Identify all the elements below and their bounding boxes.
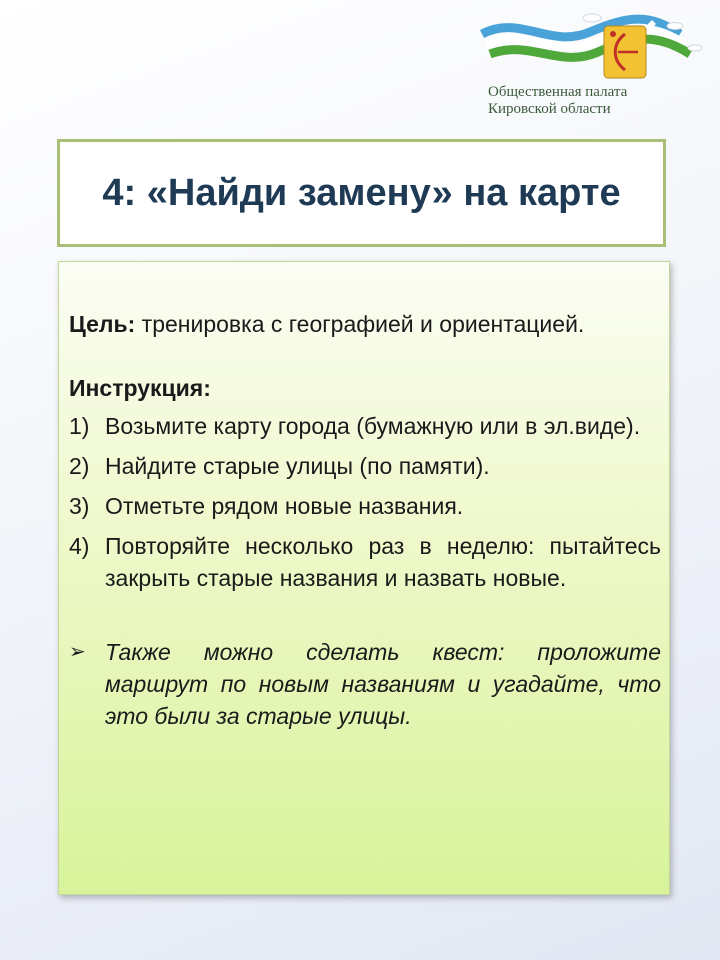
list-item [69, 410, 661, 442]
list-item [69, 450, 661, 482]
list-item-number: 3) [69, 493, 90, 519]
title-box [57, 139, 666, 247]
ribbon-doves-coat-of-arms-icon [480, 4, 716, 84]
list-item-text: Отметьте рядом новые названия. [105, 493, 464, 519]
list-item-text: Найдите старые улицы (по памяти). [105, 453, 490, 479]
list-item [69, 530, 661, 594]
content-box [58, 261, 670, 895]
tip-text: Также можно сделать квест: проложите маршрут по новым названиям и угадайте, что это были за старые улицы. [105, 639, 661, 729]
goal-paragraph [69, 308, 661, 340]
arrow-bullet-icon: ➢ [69, 641, 86, 663]
list-item-number: 1) [69, 413, 90, 439]
tip-paragraph [69, 636, 661, 732]
org-name-line2: Кировской области [488, 101, 611, 117]
instruction-list [69, 410, 661, 594]
org-name-line1: Общественная палата [488, 84, 628, 100]
list-item [69, 490, 661, 522]
list-item-text: Повторяйте несколько раз в неделю: пытайтесь закрыть старые названия и назвать новые. [105, 533, 661, 591]
goal-text: тренировка с географией и ориентацией. [135, 311, 585, 337]
content-body [69, 308, 661, 732]
instruction-heading: Инструкция: [69, 375, 211, 401]
goal-label: Цель: [69, 311, 136, 337]
list-item-number: 4) [69, 533, 90, 559]
list-item-text: Возьмите карту города (бумажную или в эл.виде). [105, 413, 641, 439]
org-name [488, 84, 627, 118]
slide-title: 4: «Найди замену» на карте [102, 171, 621, 214]
list-item-number: 2) [69, 453, 90, 479]
